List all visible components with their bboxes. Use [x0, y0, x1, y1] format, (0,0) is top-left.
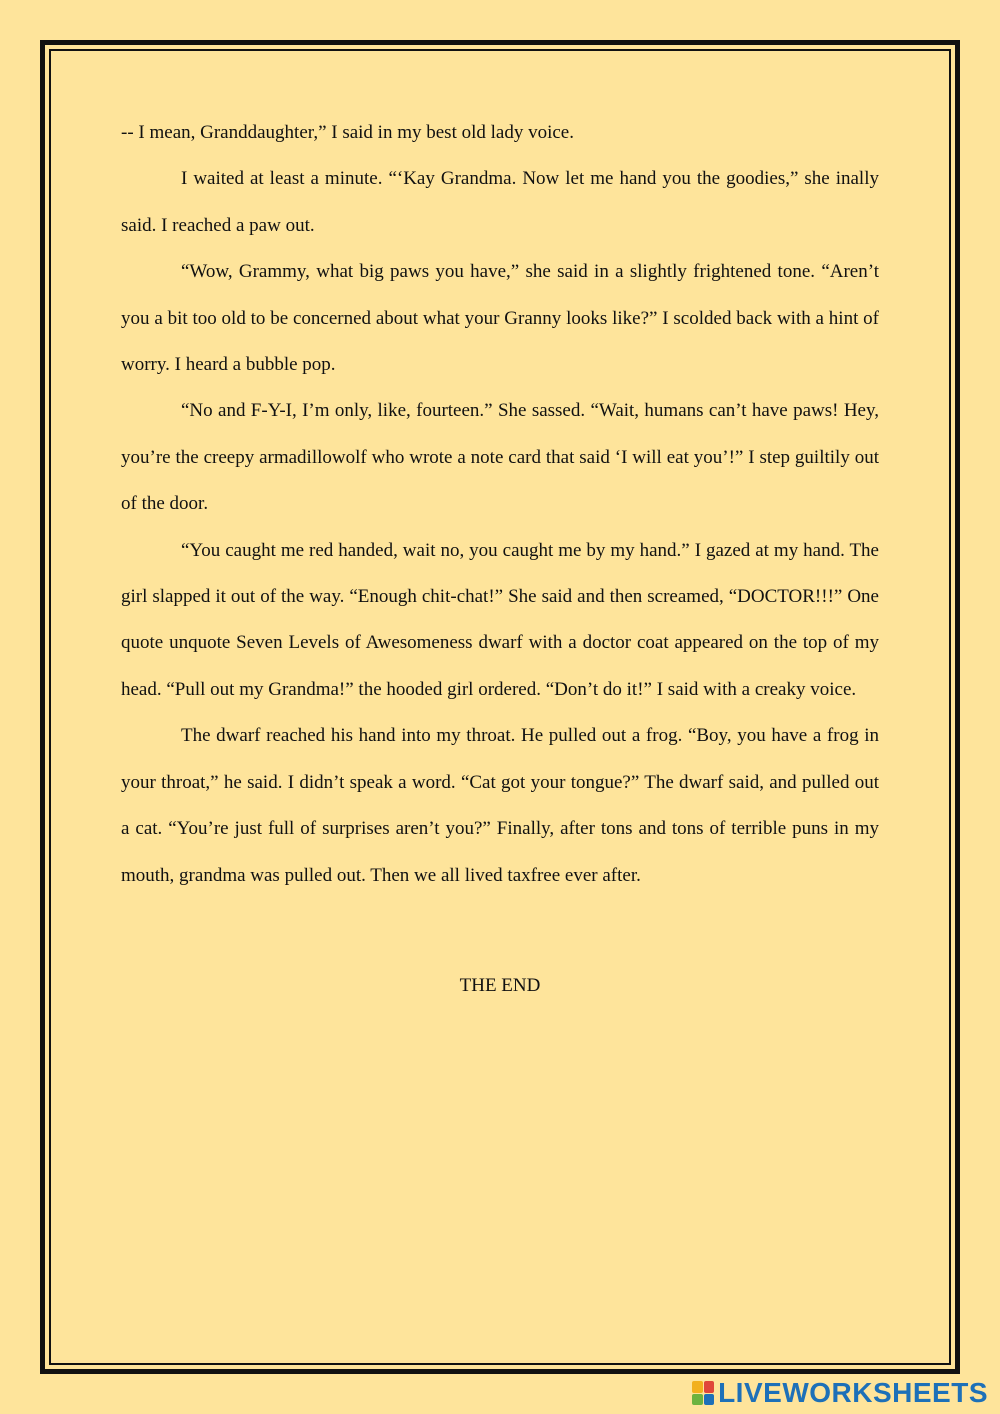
paragraph: “No and F-Y-I, I’m only, like, fourteen.” She sassed. “Wait, humans can’t have paws! Hey, you’re the creepy armadillowolf who wrote a note card that said ‘I will eat you’!” I step guiltily out of the door. [121, 400, 879, 515]
story-ending: THE END [459, 975, 541, 996]
paragraph: -- I mean, Granddaughter,” I said in my best old lady voice. [121, 122, 574, 143]
paragraph: “You caught me red handed, wait no, you caught me by my hand.” I gazed at my hand. The girl slapped it out of the way. “Enough chit-chat!” She said and then screamed, “DOCTOR!!!” One quote unquote Seven Levels of Awesomeness dwarf with a doctor coat appeared on the top of my head. “Pull out my Grandma!” the hooded girl ordered. “Don’t do it!” I said with a creaky voice. [121, 539, 879, 700]
liveworksheets-watermark [692, 1378, 988, 1408]
watermark-text: LIVEWORKSHEETS [718, 1377, 988, 1408]
paragraph: The dwarf reached his hand into my throat. He pulled out a frog. “Boy, you have a frog in your throat,” he said. I didn’t speak a word. “Cat got your tongue?” The dwarf said, and pulled out a cat. “You’re just full of surprises aren’t you?” Finally, after tons and tons of terrible puns in my mouth, grandma was pulled out. Then we all lived taxfree ever after. [121, 725, 879, 886]
paragraph: I waited at least a minute. “‘Kay Grandma. Now let me hand you the goodies,” she inally said. I reached a paw out. [121, 168, 879, 236]
story-text [121, 110, 879, 899]
liveworksheets-logo-icon [692, 1381, 714, 1405]
paragraph: “Wow, Grammy, what big paws you have,” she said in a slightly frightened tone. “Aren’t you a bit too old to be concerned about what your Granny looks like?” I scolded back with a hint of worry. I heard a bubble pop. [121, 261, 879, 376]
